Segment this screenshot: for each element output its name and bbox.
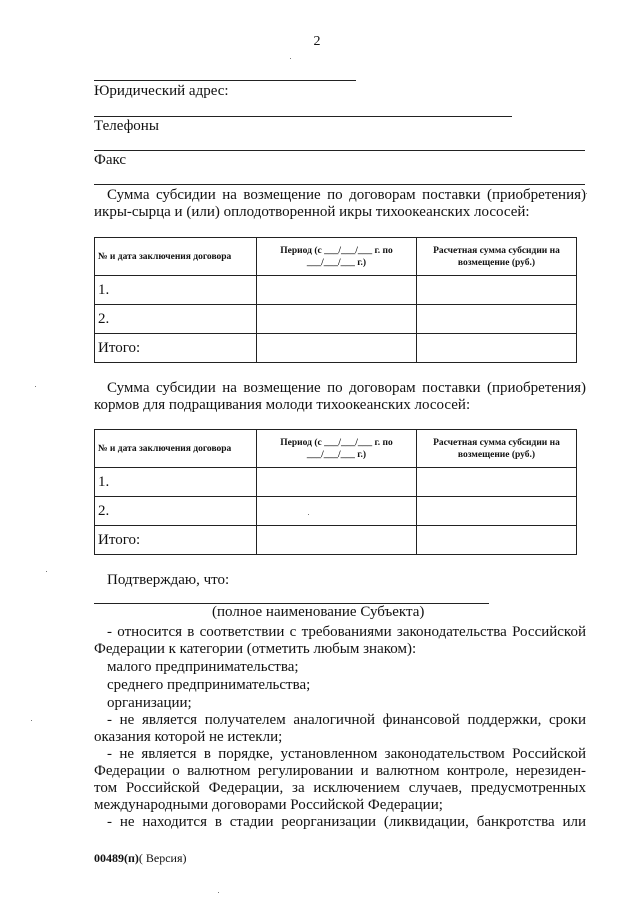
scan-speck — [308, 514, 309, 515]
legal-address-label: Юридический адрес: — [94, 83, 229, 99]
body-line: Федерации к категории (отметить любым знаком): — [94, 641, 417, 657]
fax-line — [94, 184, 585, 185]
category-option: малого предпринимательства; — [107, 659, 299, 675]
scan-speck — [290, 58, 291, 59]
row-label: Итого: — [95, 526, 257, 555]
row-label: 2. — [95, 305, 257, 334]
row-label: 1. — [95, 276, 257, 305]
col-header-contract: № и дата заключения договора — [95, 430, 257, 468]
body-line: оказания которой не истекли; — [94, 729, 283, 745]
category-option: среднего предпринимательства; — [107, 677, 311, 693]
subsidy-table-1 — [94, 237, 577, 363]
subject-caption: (полное наименование Субъекта) — [212, 604, 425, 620]
section1-intro-line2: икры-сырца и (или) оплодотворенной икры тихоокеанских лососей: — [94, 204, 530, 220]
body-line: - не является в порядке, установленном законодательством Российской — [107, 746, 586, 762]
page-number: 2 — [313, 34, 321, 49]
document-code — [94, 851, 187, 866]
col-header-amount: Расчетная сумма субсидии на возмещение (руб.) — [417, 238, 577, 276]
document-version: ( Версия) — [138, 851, 187, 865]
phones-label: Телефоны — [94, 118, 159, 134]
scan-speck — [218, 892, 219, 893]
body-line: - относится в соответствии с требованиями законодательства Российской — [107, 624, 586, 640]
col-header-period: Период (с ___/___/___ г. по ___/___/___ г.) — [257, 238, 417, 276]
phones-line — [94, 150, 585, 151]
legal-address-line — [94, 116, 512, 117]
table-row-total — [95, 526, 577, 555]
body-line: - не находится в стадии реорганизации (ликвидации, банкротства или — [107, 814, 586, 830]
top-divider — [94, 80, 356, 81]
row-label: 2. — [95, 497, 257, 526]
document-code-number: 00489(п) — [94, 851, 139, 865]
confirm-label: Подтверждаю, что: — [107, 572, 230, 588]
row-label: Итого: — [95, 334, 257, 363]
scan-speck — [35, 386, 36, 387]
scan-speck — [586, 193, 587, 194]
body-line: - не является получателем аналогичной финансовой поддержки, сроки — [107, 712, 586, 728]
fax-label: Факс — [94, 152, 127, 168]
body-line: том Российской Федерации, за исключением случаев, предусмотренных — [94, 780, 586, 796]
table-row — [95, 276, 577, 305]
table-row — [95, 468, 577, 497]
scan-speck — [46, 571, 47, 572]
row-label: 1. — [95, 468, 257, 497]
col-header-amount: Расчетная сумма субсидии на возмещение (руб.) — [417, 430, 577, 468]
section2-intro-line1: Сумма субсидии на возмещение по договорам поставки (приобретения) — [107, 380, 586, 396]
scan-speck — [31, 720, 32, 721]
col-header-contract: № и дата заключения договора — [95, 238, 257, 276]
section1-intro-line1: Сумма субсидии на возмещение по договорам поставки (приобретения) — [107, 187, 586, 203]
table-row — [95, 305, 577, 334]
body-line: Федерации о валютном регулировании и валютном контроле, нерезиден- — [94, 763, 586, 779]
col-header-period: Период (с ___/___/___ г. по ___/___/___ г.) — [257, 430, 417, 468]
section2-intro-line2: кормов для подращивания молоди тихоокеанских лососей: — [94, 397, 471, 413]
table-row-total — [95, 334, 577, 363]
table-row — [95, 497, 577, 526]
body-line: международными договорами Российской Федерации; — [94, 797, 443, 813]
subsidy-table-2 — [94, 429, 577, 555]
category-option: организации; — [107, 695, 192, 711]
